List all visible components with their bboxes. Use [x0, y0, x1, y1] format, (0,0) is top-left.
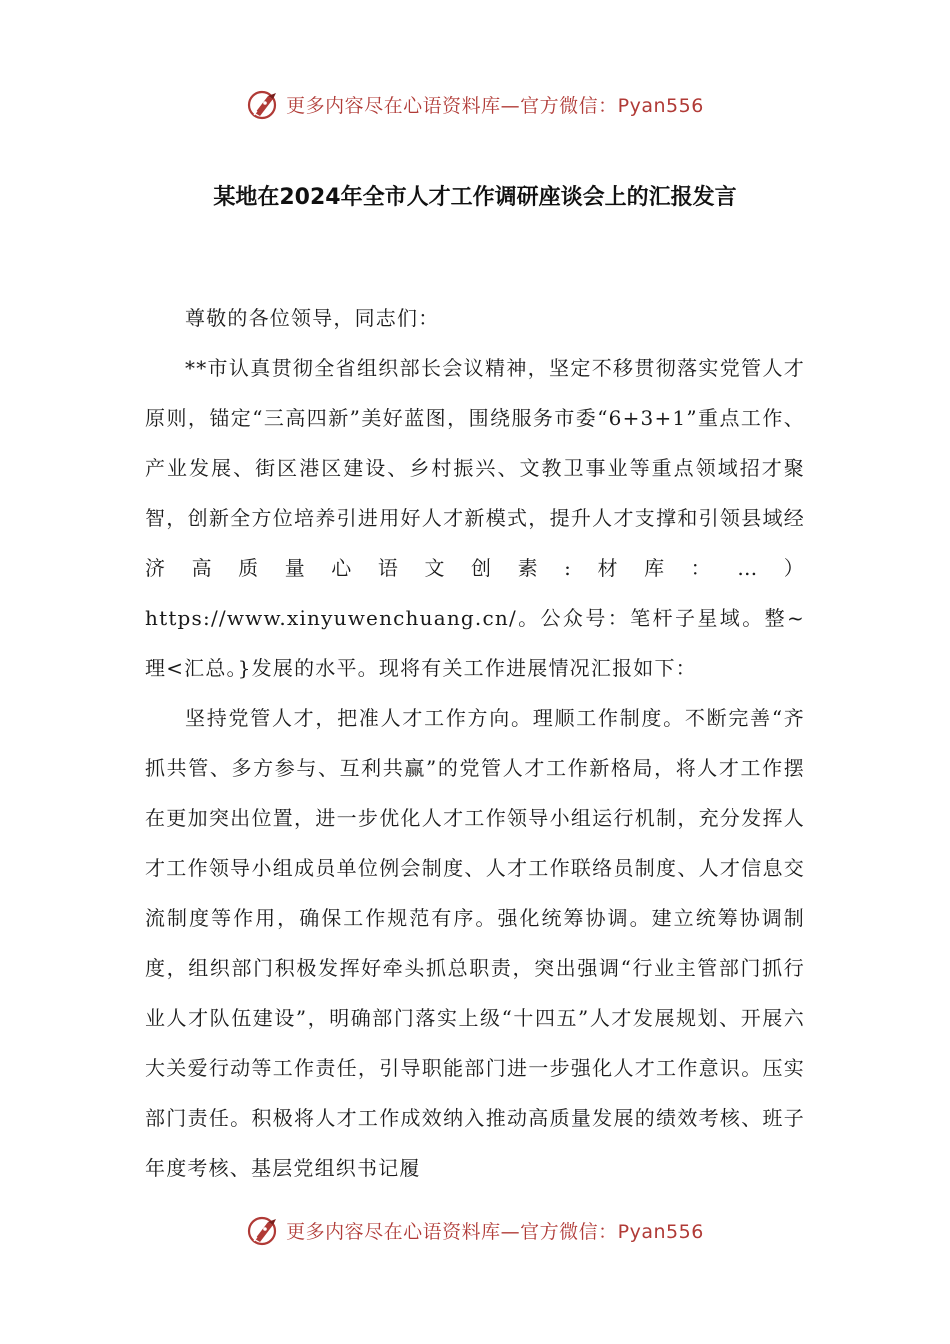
watermark-text: 更多内容尽在心语资料库—官方微信：Pyan556: [286, 1220, 704, 1243]
salutation-paragraph: 尊敬的各位领导，同志们：: [185, 306, 440, 330]
intro-paragraph: **市认真贯彻全省组织部长会议精神，坚定不移贯彻落实党管人才原则，锚定“三高四新”美好蓝图，围绕服务市委“6+3+1”重点工作、产业发展、街区港区建设、乡村振兴、文教卫事业等重点领域招才聚智，创新全方位培养引进用好人才新模式，提升人才支撑和引领县域经济高质量心语文创素:材库：…）https://www.xinyuwenchuang.cn/。公众号：笔杆子星域。整~理<汇总。}发展的水平。现将有关工作进展情况汇报如下：: [145, 356, 805, 680]
header-watermark: [0, 84, 950, 124]
body-paragraph: 坚持党管人才，把准人才工作方向。理顺工作制度。不断完善“齐抓共管、多方参与、互利共赢”的党管人才工作新格局，将人才工作摆在更加突出位置，进一步优化人才工作领导小组运行机制，充分发挥人才工作领导小组成员单位例会制度、人才工作联络员制度、人才信息交流制度等作用，确保工作规范有序。强化统筹协调。建立统筹协调制度，组织部门积极发挥好牵头抓总职责，突出强调“行业主管部门抓行业人才队伍建设”，明确部门落实上级“十四五”人才发展规划、开展六大关爱行动等工作责任，引导职能部门进一步强化人才工作意识。压实部门责任。积极将人才工作成效纳入推动高质量发展的绩效考核、班子年度考核、基层党组织书记履: [145, 706, 805, 1180]
pen-nib-logo-icon: [246, 1212, 282, 1248]
document-title: 某地在2024年全市人才工作调研座谈会上的汇报发言: [213, 185, 737, 210]
footer-watermark: [0, 1210, 950, 1250]
watermark-text: 更多内容尽在心语资料库—官方微信：Pyan556: [286, 94, 704, 117]
document-body: [145, 293, 805, 1193]
pen-nib-logo-icon: [246, 86, 282, 122]
